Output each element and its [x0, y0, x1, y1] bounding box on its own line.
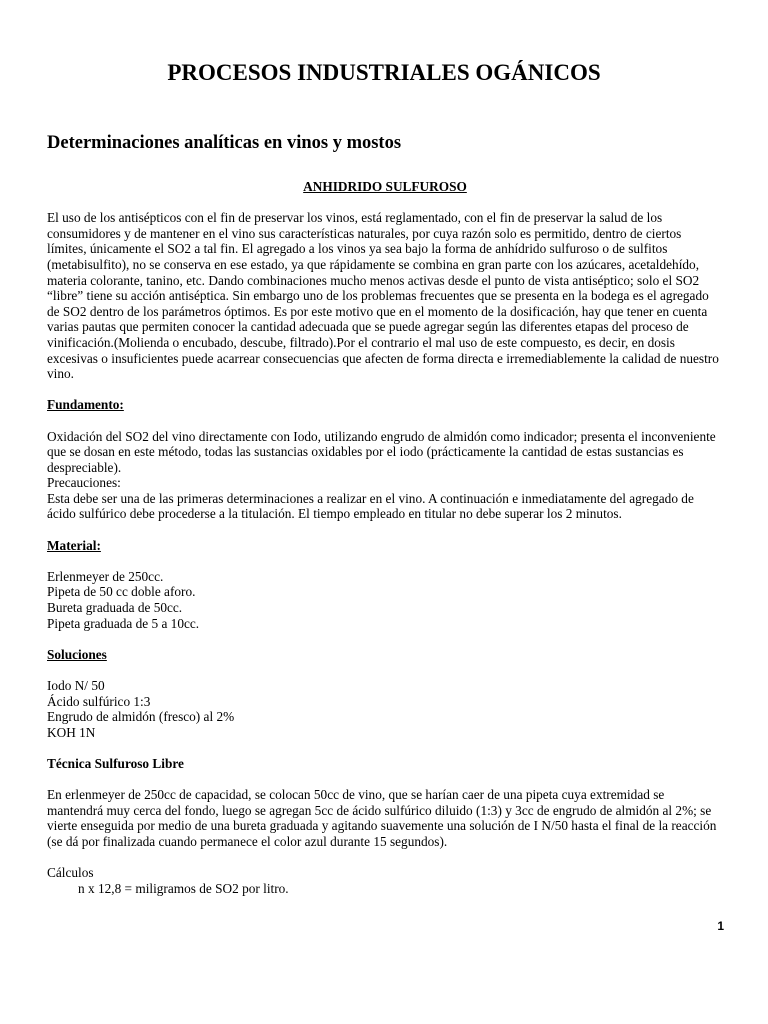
fundamento-block [47, 429, 723, 523]
document-body [47, 179, 723, 896]
material-list [47, 569, 723, 631]
list-item: Erlenmeyer de 250cc. [47, 568, 164, 584]
calculos-label: Cálculos [47, 865, 94, 881]
intro-paragraph: El uso de los antisépticos con el fin de preservar los vinos, está reglamentado, con el fin de preservar la salud de los consumidores y de mantener en el vino sus características naturales, por cuya razón solo es permitido, dentro de ciertos límites, únicamente el SO2 a tal fin. El agregado a los vinos ya sea bajo la forma de anhídrido sulfuroso o de sulfitos (metabisulfito), no se conserva en ese estado, ya que rápidamente se combina en gran parte con los azúcares, acetaldehído, materia colorante, tanino, etc. Dando combinaciones mucho menos activas desde el punto de vista antiséptico; solo el SO2 “libre” tiene su acción antiséptica. Sin embargo uno de los problemas frecuentes que se presenta en la bodega es el agregado de SO2 dentro de los parámetros óptimos. Es por este motivo que en el momento de la dosificación, hay que tener en cuenta varias pautas que permiten conocer la cantidad adecuada que se puede agregar según las diferentes etapas del proceso de vinificación.(Molienda o encubado, descube, filtrado).Por el contrario el mal uso de este compuesto, es decir, en dosis excesivas o insuficientes puede acarrear consecuencias que afecten de forma directa e irremediablemente la calidad de nuestro vino. [47, 210, 719, 382]
list-item: Ácido sulfúrico 1:3 [47, 693, 151, 709]
fundamento-paragraph: Oxidación del SO2 del vino directamente con Iodo, utilizando engrudo de almidón como indicador; presenta el inconveniente que se dosan en este método, todas las sustancias oxidables por el iodo (prácticamente la cantidad de estas sustancias es despreciable). [47, 428, 716, 475]
fundamento-heading: Fundamento: [47, 397, 124, 413]
material-heading: Material: [47, 537, 101, 553]
list-item: Pipeta de 50 cc doble aforo. [47, 584, 196, 600]
list-item: Iodo N/ 50 [47, 678, 105, 693]
list-item: KOH 1N [47, 724, 96, 740]
document-title: PROCESOS INDUSTRIALES OGÁNICOS [167, 60, 601, 85]
calculos-formula: n x 12,8 = miligramos de SO2 por litro. [78, 880, 289, 896]
precautions-label: Precauciones: [47, 475, 121, 491]
soluciones-heading: Soluciones [47, 646, 107, 662]
tecnica-paragraph: En erlenmeyer de 250cc de capacidad, se colocan 50cc de vino, que se harían caer de una pipeta cuya extremidad se mantendrá muy cerca del fondo, luego se agregan 5cc de ácido sulfúrico diluido (1:3) y 3cc de engrudo de almidón al 2%; se vierte enseguida por medio de una bureta graduada y agitando suavemente una solución de I N/50 hasta el final de la reacción (se dá por finalizada cuando permanece el color azul durante 15 segundos). [47, 787, 717, 849]
tecnica-heading: Técnica Sulfuroso Libre [47, 755, 184, 771]
page-number: 1 [717, 919, 724, 933]
calculos-block [47, 865, 723, 896]
section-title: Determinaciones analíticas en vinos y mostos [47, 133, 402, 153]
list-item: Bureta graduada de 50cc. [47, 600, 183, 616]
soluciones-list [47, 678, 723, 740]
list-item: Pipeta graduada de 5 a 10cc. [47, 615, 200, 631]
list-item: Engrudo de almidón (fresco) al 2% [47, 709, 235, 725]
subsection-title: ANHIDRIDO SULFUROSO [303, 179, 467, 194]
precautions-text: Esta debe ser una de las primeras determinaciones a realizar en el vino. A continuación e inmediatamente del agregado de ácido sulfúrico debe procederse a la titulación. El tiempo empleado en titular no debe superar los 2 minutos. [47, 490, 694, 522]
